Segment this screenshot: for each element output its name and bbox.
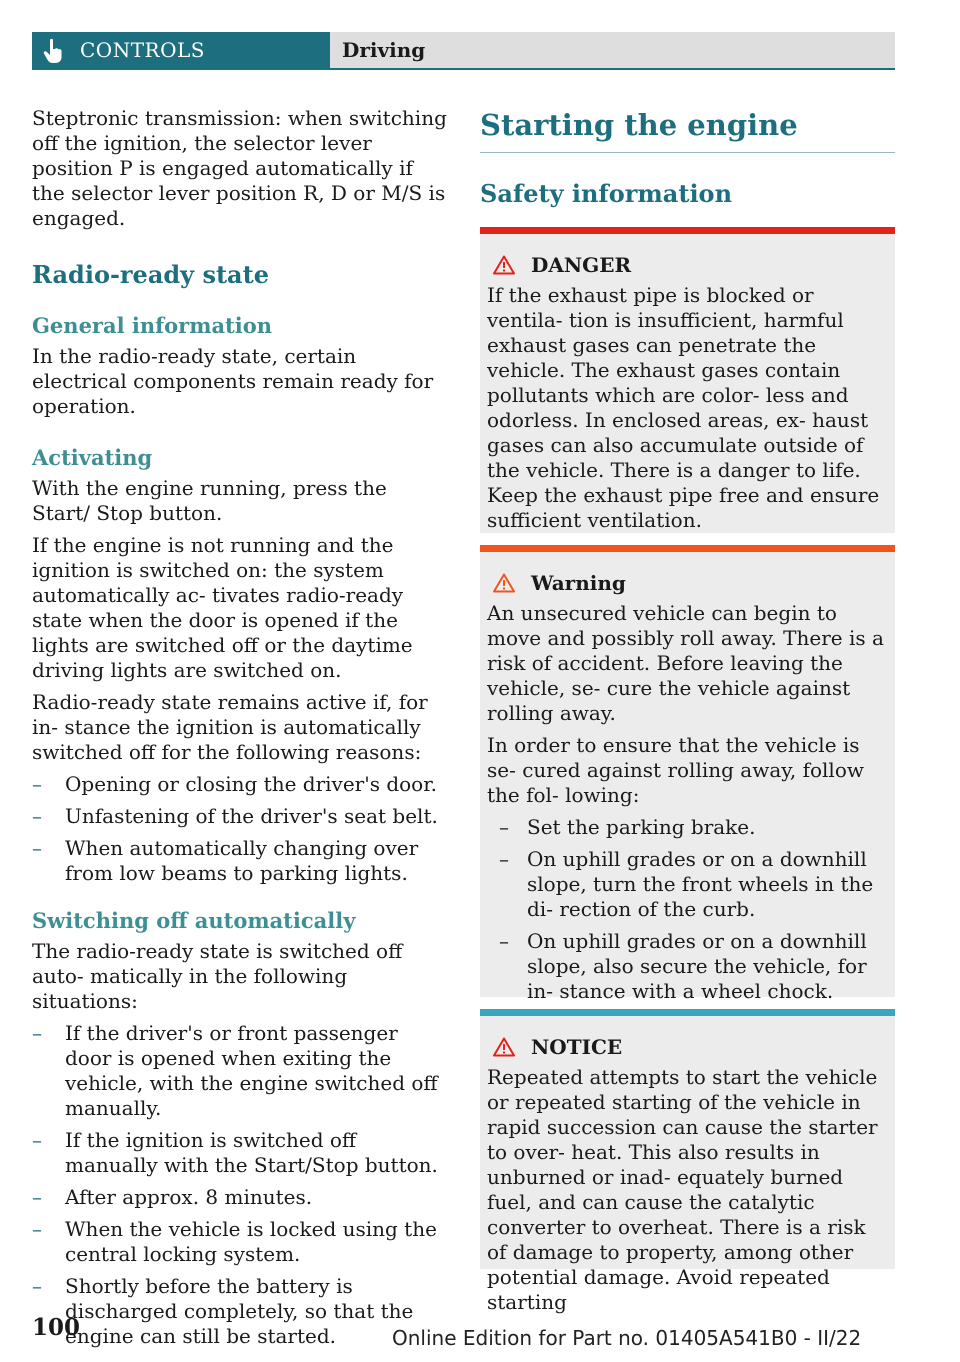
warning-bar [480, 545, 895, 552]
hand-pointer-icon [42, 38, 64, 64]
list-item: – Set the parking brake. [487, 815, 887, 840]
section-label: CONTROLS [80, 38, 205, 62]
warning-title-text: Warning [531, 571, 626, 595]
activating-paragraph-2: If the engine is not running and the ignition is switched on: the system automatically ac‐ tivates radio-ready state when the door is opened if the lights are switched off or the daytime driving lights are switched on. [32, 533, 413, 682]
warning-text-1: An unsecured vehicle can begin to move and possibly roll away. There is a risk of accident. Before leaving the vehicle, se‐ cure the vehicle against rolling away. [487, 601, 884, 725]
list-item: – On uphill grades or on a downhill slope, turn the front wheels in the di‐ rection of the curb. [487, 847, 887, 922]
list-item: – If the driver's or front passenger door is opened when exiting the vehicle, with the engine switched off manually. [32, 1021, 450, 1121]
starting-engine-heading: Starting the engine [480, 106, 895, 153]
activating-heading: Activating [32, 445, 153, 470]
list-item: – When the vehicle is locked using the central locking system. [32, 1217, 450, 1267]
chapter-label: Driving [342, 38, 426, 62]
header-section-tab [32, 32, 330, 70]
list-item: – If the ignition is switched off manually with the Start/Stop button. [32, 1128, 450, 1178]
header-chapter-bar [330, 32, 895, 70]
general-information-heading: General information [32, 313, 273, 338]
activating-paragraph-1: With the engine running, press the Start/ Stop button. [32, 476, 387, 525]
warning-triangle-icon [493, 255, 515, 275]
general-information-text: In the radio-ready state, certain electrical components remain ready for operation. [32, 344, 434, 418]
danger-title [487, 251, 887, 279]
list-item: – Shortly before the battery is discharged completely, so that the engine can still be started. [32, 1274, 450, 1349]
warning-triangle-icon [493, 573, 515, 593]
warning-text-2: In order to ensure that the vehicle is se‐ cured against rolling away, follow the fol‐ lowing: [487, 733, 864, 807]
danger-title-text: DANGER [531, 253, 632, 277]
warning-box [480, 545, 895, 1003]
notice-bar [480, 1009, 895, 1016]
warning-list [487, 815, 887, 1004]
switching-off-list [32, 1021, 450, 1349]
danger-bar [480, 227, 895, 234]
activating-list [32, 772, 450, 886]
left-column [32, 106, 450, 1356]
edition-footer: Online Edition for Part no. 01405A541B0 - II/22 [392, 1326, 862, 1350]
danger-text: If the exhaust pipe is blocked or ventila‐ tion is insufficient, harmful exhaust gases can penetrate the vehicle. The exhaust gases contain pollutants which are color‐ less and odorless. In enclosed areas, ex‐ haust gases can also accumulate outside of the vehicle. There is a danger to life. Keep the exhaust pipe free and ensure sufficient ventilation. [487, 283, 880, 532]
notice-text: Repeated attempts to start the vehicle or repeated starting of the vehicle in rapid succession can cause the starter to over‐ heat. This also results in unburned or inad‐ equately burned fuel, and can cause the catalytic converter to overheat. There is a risk of damage to property, among other potential damage. Avoid repeated starting [487, 1065, 878, 1314]
intro-paragraph: Steptronic transmission: when switching off the ignition, the selector lever position P is engaged automatically if the selector lever position R, D or M/S is engaged. [32, 106, 447, 230]
switching-off-heading: Switching off automatically [32, 908, 356, 933]
safety-information-heading: Safety information [480, 179, 733, 208]
activating-paragraph-3: Radio-ready state remains active if, for in‐ stance the ignition is automatically switched off for the following reasons: [32, 690, 428, 764]
warning-title [487, 569, 887, 597]
list-item: – Opening or closing the driver's door. [32, 772, 450, 797]
list-item: – On uphill grades or on a downhill slope, also secure the vehicle, for in‐ stance with a wheel chock. [487, 929, 887, 1004]
right-column [480, 106, 895, 1314]
list-item: – After approx. 8 minutes. [32, 1185, 450, 1210]
radio-ready-heading: Radio-ready state [32, 260, 269, 289]
switching-off-text: The radio-ready state is switched off auto‐ matically in the following situations: [32, 939, 403, 1013]
danger-box [480, 227, 895, 533]
page-number: 100 [32, 1314, 81, 1341]
warning-triangle-icon [493, 1037, 515, 1057]
list-item: – When automatically changing over from low beams to parking lights. [32, 836, 450, 886]
notice-title-text: NOTICE [531, 1035, 623, 1059]
notice-title [487, 1033, 887, 1061]
notice-box [480, 1009, 895, 1314]
list-item: – Unfastening of the driver's seat belt. [32, 804, 450, 829]
